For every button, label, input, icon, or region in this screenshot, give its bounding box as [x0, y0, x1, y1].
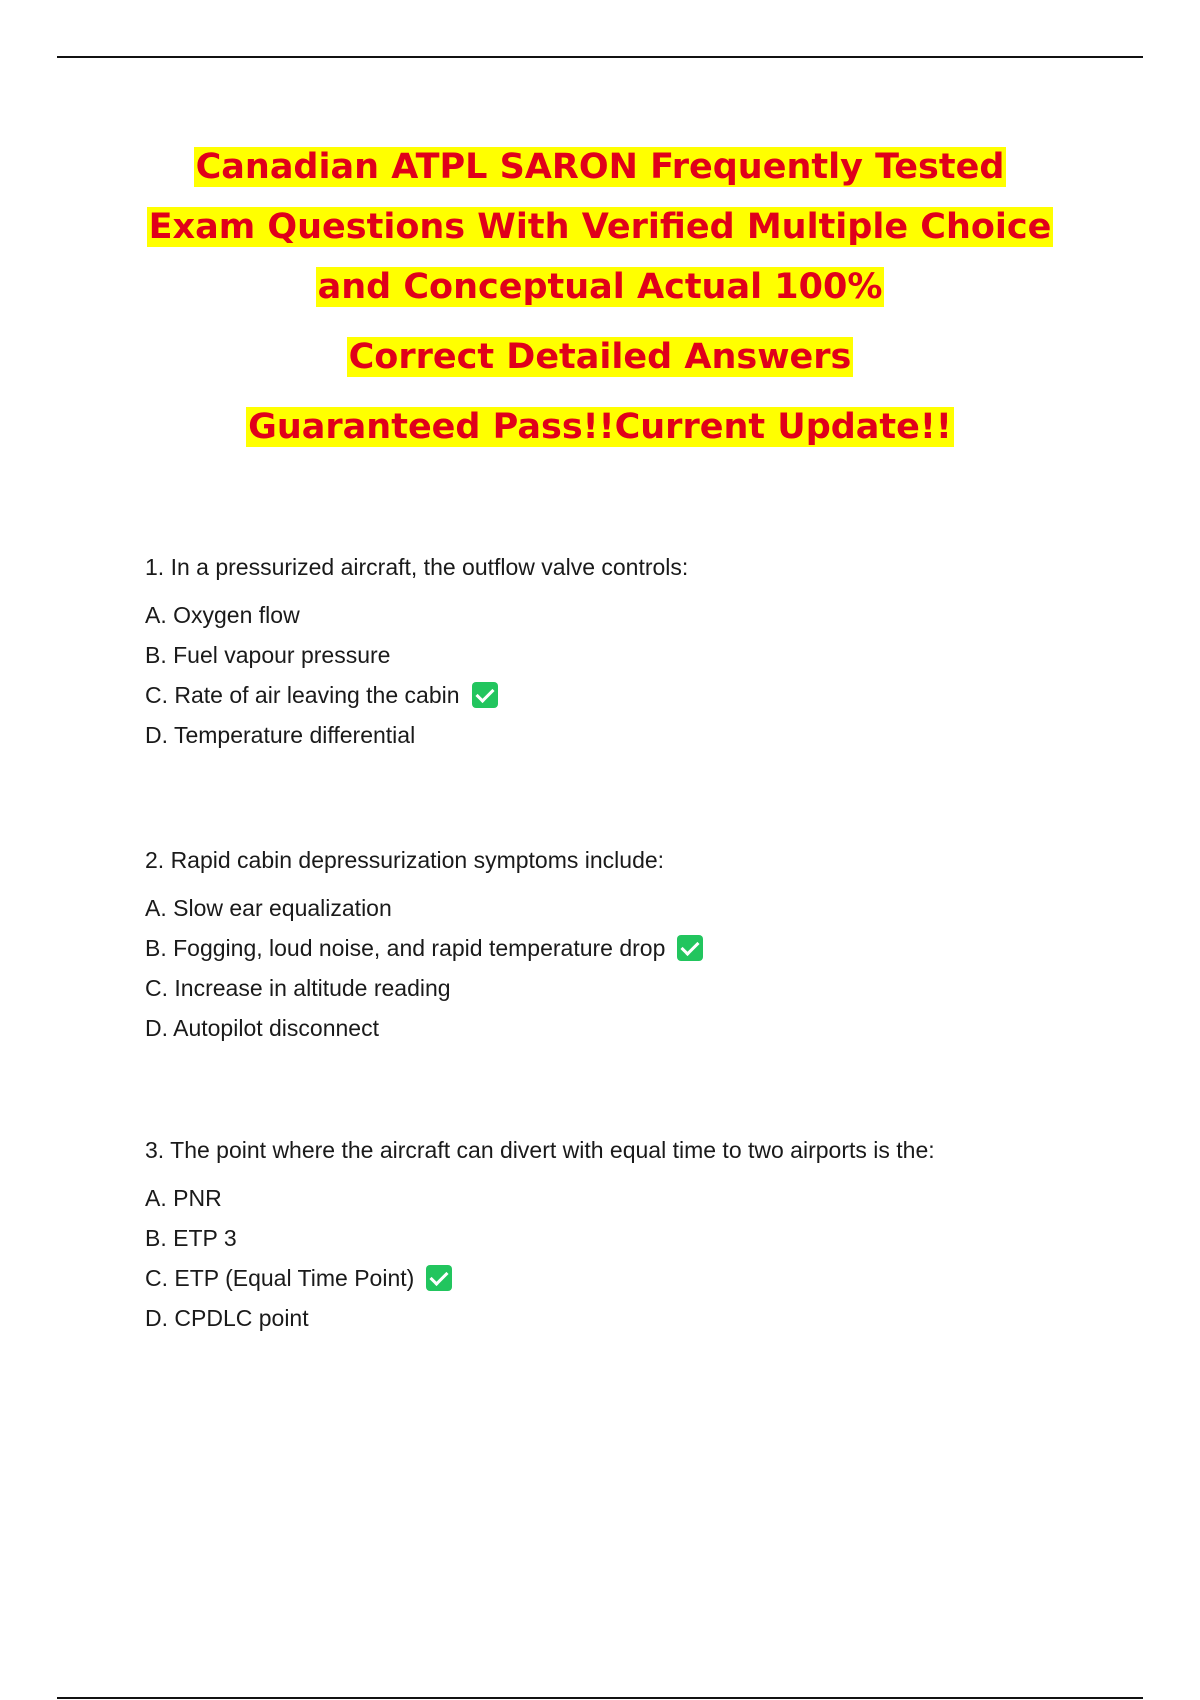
answer-option: B. Fuel vapour pressure	[145, 642, 391, 668]
answer-option: A. PNR	[145, 1185, 222, 1211]
question-3	[145, 1135, 1145, 1343]
question-text: 1. In a pressurized aircraft, the outflow valve controls:	[145, 554, 689, 580]
answer-option: D. Autopilot disconnect	[145, 1015, 379, 1041]
answer-option: A. Oxygen flow	[145, 602, 300, 628]
green-checkmark-icon	[677, 935, 703, 961]
title-line-4: Correct Detailed Answers	[348, 337, 852, 377]
title-line-5: Guaranteed Pass!!Current Update!!	[248, 407, 952, 447]
answer-option: C. Increase in altitude reading	[145, 975, 451, 1001]
title-line-1: Canadian ATPL SARON Frequently Tested	[195, 147, 1005, 187]
green-checkmark-icon	[426, 1265, 452, 1291]
answer-option-correct: C. ETP (Equal Time Point)	[145, 1263, 1145, 1293]
answer-option: D. Temperature differential	[145, 722, 416, 748]
top-rule	[57, 56, 1143, 58]
question-text: 3. The point where the aircraft can divert with equal time to two airports is the:	[145, 1137, 935, 1163]
document-title	[0, 143, 1200, 463]
answer-option: B. ETP 3	[145, 1225, 237, 1251]
bottom-rule	[57, 1697, 1143, 1699]
answer-option-correct: B. Fogging, loud noise, and rapid temperature drop	[145, 933, 1145, 963]
question-text: 2. Rapid cabin depressurization symptoms include:	[145, 847, 665, 873]
green-checkmark-icon	[472, 682, 498, 708]
answer-option: D. CPDLC point	[145, 1305, 309, 1331]
question-2	[145, 845, 1145, 1053]
question-1	[145, 552, 1145, 760]
title-line-2: Exam Questions With Verified Multiple Choice	[148, 207, 1052, 247]
answer-option: A. Slow ear equalization	[145, 895, 392, 921]
title-line-3: and Conceptual Actual 100%	[317, 267, 883, 307]
answer-option-correct: C. Rate of air leaving the cabin	[145, 680, 1145, 710]
